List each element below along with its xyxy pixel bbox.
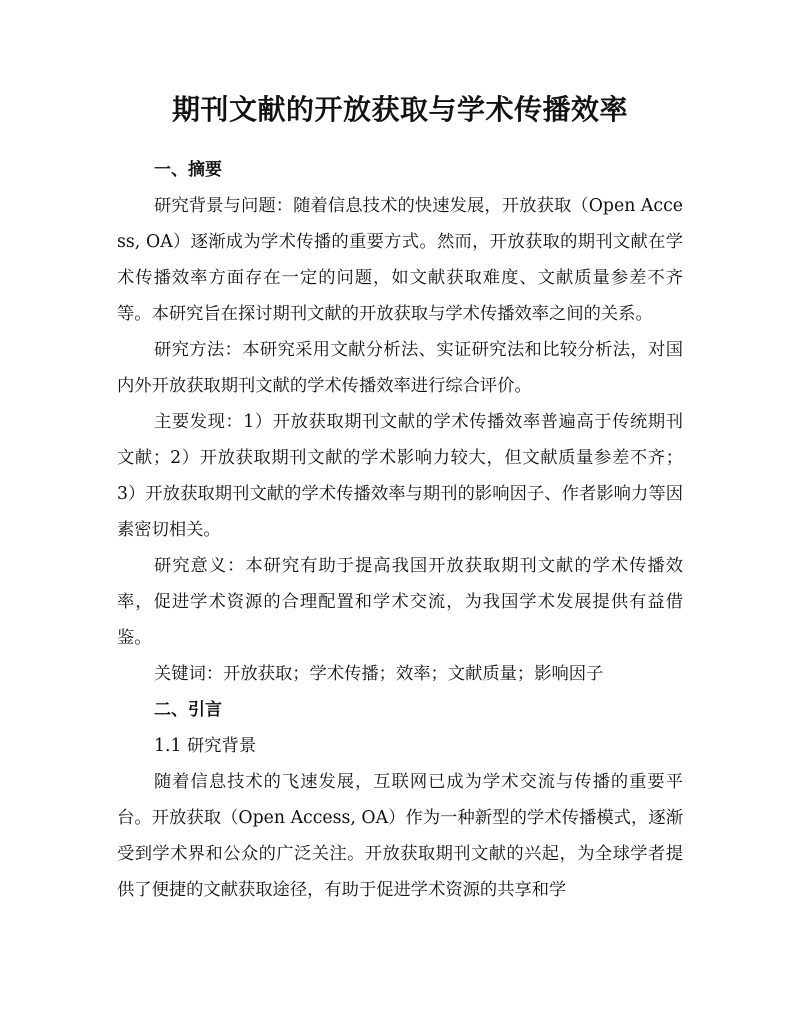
abstract-background-paragraph: 研究背景与问题：随着信息技术的快速发展，开放获取（Open Access, OA）逐渐成为学术传播的重要方式。然而，开放获取的期刊文献在学术传播效率方面存在一定的问题，如文献获取难度、文献质量参差不齐等。本研究旨在探讨期刊文献的开放获取与学术传播效率之间的关系。 (117, 196, 683, 324)
subsection-heading-research-background: 1.1 研究背景 (154, 736, 257, 756)
introduction-paragraph: 随着信息技术的飞速发展，互联网已成为学术交流与传播的重要平台。开放获取（Open Access, OA）作为一种新型的学术传播模式，逐渐受到学术界和公众的广泛关注。开放获取期刊文献的兴起，为全球学者提供了便捷的文献获取途径，有助于促进学术资源的共享和学 (117, 772, 683, 900)
abstract-keywords: 关键词：开放获取；学术传播；效率；文献质量；影响因子 (154, 664, 604, 684)
section-heading-introduction: 二、引言 (154, 700, 222, 720)
document-title: 期刊文献的开放获取与学术传播效率 (171, 93, 628, 126)
abstract-findings-paragraph: 主要发现：1）开放获取期刊文献的学术传播效率普遍高于传统期刊文献；2）开放获取期刊文献的学术影响力较大，但文献质量参差不齐；3）开放获取期刊文献的学术传播效率与期刊的影响因子、作者影响力等因素密切相关。 (117, 412, 683, 540)
document-body (117, 88, 683, 908)
section-heading-abstract: 一、摘要 (154, 160, 222, 180)
abstract-methods-paragraph: 研究方法：本研究采用文献分析法、实证研究法和比较分析法，对国内外开放获取期刊文献的学术传播效率进行综合评价。 (117, 340, 683, 396)
abstract-significance-paragraph: 研究意义：本研究有助于提高我国开放获取期刊文献的学术传播效率，促进学术资源的合理配置和学术交流，为我国学术发展提供有益借鉴。 (117, 556, 683, 648)
